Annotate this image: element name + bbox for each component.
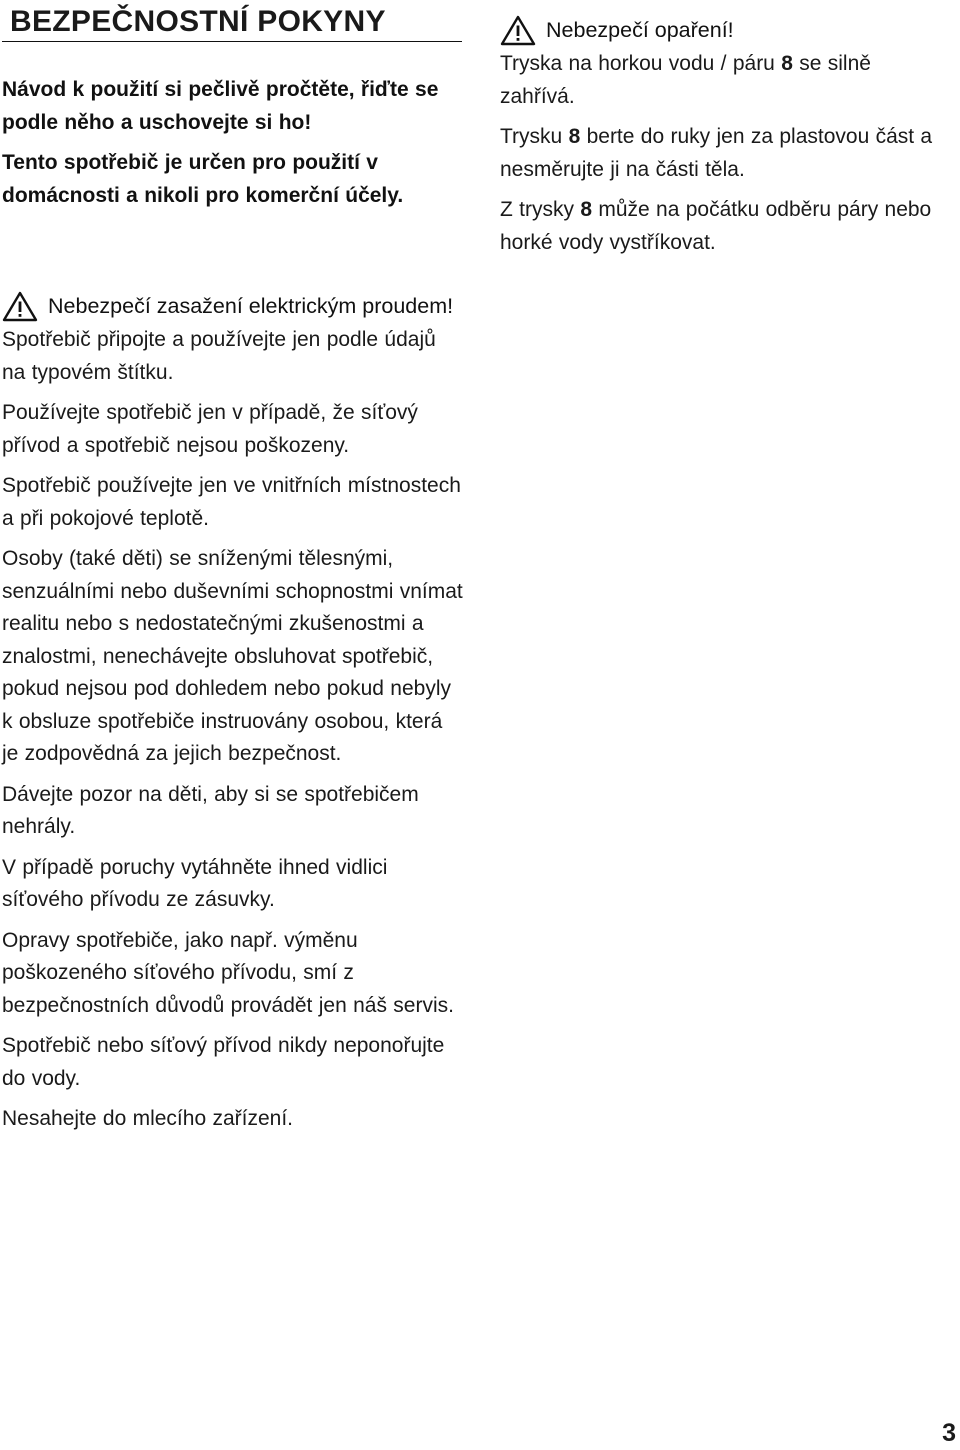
electric-warning-paragraph: V případě poruchy vytáhněte ihned vidlici síťového přívodu ze zásuvky. xyxy=(2,855,388,911)
warning-triangle-icon xyxy=(2,291,38,323)
electric-warning-paragraph: Dávejte pozor na děti, aby si se spotřebičem nehrály. xyxy=(2,782,419,838)
electric-shock-warning xyxy=(2,290,464,1136)
title-underline xyxy=(2,41,462,42)
intro-instruction: Návod k použití si pečlivě pročtěte, řiďte se podle něho a uschovejte si ho! xyxy=(2,78,439,134)
scald-warning-paragraph: Trysku 8 berte do ruky jen za plastovou část a nesměrujte ji na části těla. xyxy=(500,125,933,181)
page-number: 3 xyxy=(942,1419,956,1447)
electric-warning-paragraph: Nesahejte do mlecího zařízení. xyxy=(2,1107,293,1130)
electric-warning-heading: Nebezpečí zasažení elektrickým proudem! xyxy=(48,294,454,318)
scald-warning-paragraph: Z trysky 8 může na počátku odběru páry nebo horké vody vystříkovat. xyxy=(500,198,932,254)
electric-warning-paragraph: Osoby (také děti) se sníženými tělesnými, senzuálními nebo duševními schopnostmi vnímat realitu nebo s nedostatečnými zkušenostmi a znalostmi, nenechávejte obsluhovat spotřebič, pokud nejsou pod dohledem nebo pokud nebyly k obsluze spotřebiče instruovány osobou, která je zodpovědná za jejich bezpečnost. xyxy=(2,547,463,765)
intro-section xyxy=(2,74,464,212)
scald-warning-paragraph: Tryska na horkou vodu / páru 8 se silně zahřívá. xyxy=(500,52,871,108)
left-column xyxy=(2,0,464,212)
page-title: BEZPEČNOSTNÍ POKYNY xyxy=(10,5,386,38)
part-number-8: 8 xyxy=(568,125,581,148)
part-number-8: 8 xyxy=(580,198,593,221)
scald-warning-header xyxy=(500,14,950,47)
part-number-8: 8 xyxy=(781,52,793,75)
warning-triangle-icon xyxy=(500,15,536,47)
electric-warning-paragraph: Spotřebič připojte a používejte jen podle údajů na typovém štítku. xyxy=(2,328,436,384)
intro-usage-note: Tento spotřebič je určen pro použití v domácnosti a nikoli pro komerční účely. xyxy=(2,151,404,207)
electric-warning-paragraph: Opravy spotřebiče, jako např. výměnu poškozeného síťového přívodu, smí z bezpečnostních důvodů provádět jen náš servis. xyxy=(2,928,454,1017)
electric-warning-header xyxy=(2,290,464,323)
scald-warning-heading: Nebezpečí opaření! xyxy=(546,18,734,42)
electric-warning-paragraph: Spotřebič používejte jen ve vnitřních místnostech a při pokojové teplotě. xyxy=(2,474,461,530)
scald-warning xyxy=(500,14,950,259)
electric-warning-paragraph: Spotřebič nebo síťový přívod nikdy neponořujte do vody. xyxy=(2,1034,445,1090)
electric-warning-paragraph: Používejte spotřebič jen v případě, že síťový přívod a spotřebič nejsou poškozeny. xyxy=(2,401,418,457)
